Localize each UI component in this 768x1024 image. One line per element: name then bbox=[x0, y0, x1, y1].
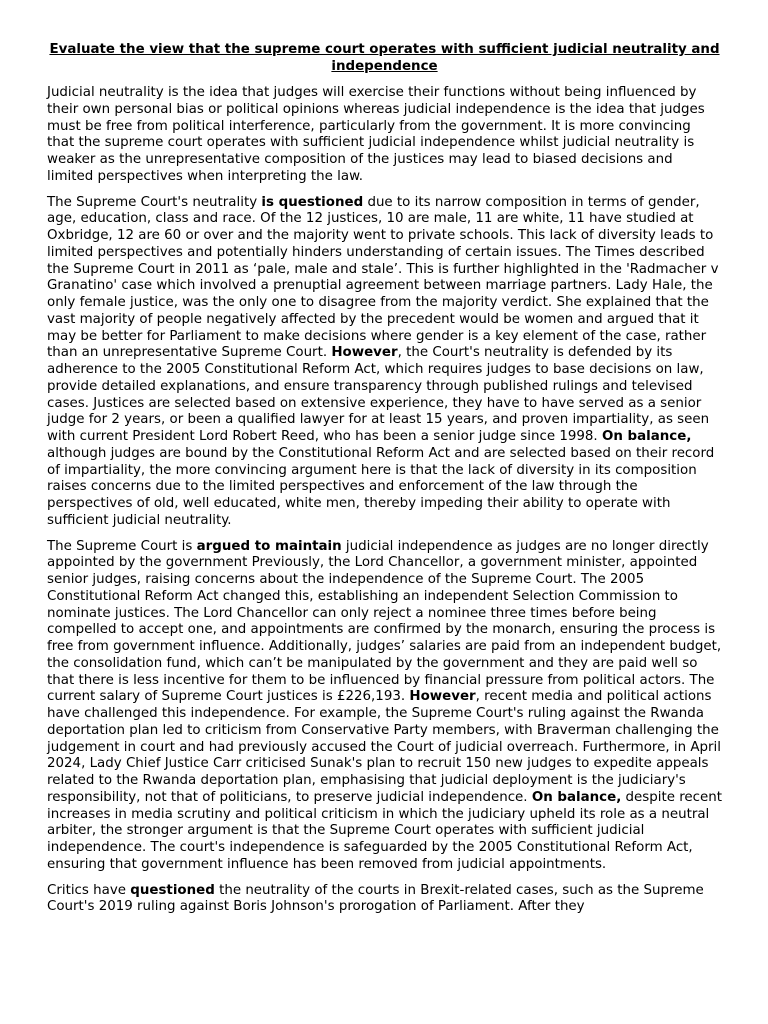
text-run: , recent media and political actions have challenged this independence. For example, the Supreme Court's ruling against the Rwanda deportation plan led to criticism from Conservative Party members, with Braverman challenging the judgement in court and had previously accused the Court of judicial overreach. Furthermore, in April 2024, Lady Chief Justice Carr criticised Sunak's plan to recruit 150 new judges to expedite appeals related to the Rwanda deportation plan, emphasising that judicial deployment is the judiciary's responsibility, not that of politicians, to preserve judicial independence. bbox=[47, 689, 721, 805]
essay-body bbox=[47, 85, 722, 916]
text-run: Critics have bbox=[47, 882, 131, 898]
text-run: , the Court's neutrality is defended by its adherence to the 2005 Constitutional Reform Act, which requires judges to base decisions on law, provide detailed explanations, and ensure transparency through published rulings and televised cases. Justices are selected based on extensive experience, they have to have served as a senior judge for 2 years, or been a qualified lawyer for at least 15 years, and proven impartiality, as seen with current President Lord Robert Reed, who has been a senior judge since 1998. bbox=[47, 345, 710, 445]
bold-phrase: On balance, bbox=[531, 789, 622, 805]
paragraph-3 bbox=[47, 539, 722, 874]
paragraph-1 bbox=[47, 85, 722, 186]
paragraph-4 bbox=[47, 883, 722, 917]
document-page bbox=[47, 42, 722, 925]
text-run: although judges are bound by the Constitutional Reform Act and are selected based on their record of impartiality, the more convincing argument here is that the lack of diversity in its composition raises concerns due to the limited perspectives and enforcement of the law through the perspectives of old, well educated, white men, thereby impeding their ability to operate with sufficient judicial neutrality. bbox=[47, 445, 715, 528]
bold-phrase: questioned bbox=[130, 882, 215, 898]
essay-title: Evaluate the view that the supreme court operates with sufficient judicial neutrality and independence bbox=[49, 42, 720, 74]
bold-phrase: However bbox=[331, 345, 398, 361]
text-run: judicial independence as judges are no longer directly appointed by the government Previously, the Lord Chancellor, a government minister, appointed senior judges, raising concerns about the independence of the Supreme Court. The 2005 Constitutional Reform Act changed this, establishing an independent Selection Commission to nominate justices. The Lord Chancellor can only reject a nominee three times before being compelled to accept one, and appointments are confirmed by the monarch, ensuring the process is free from government influence. Additionally, judges’ salaries are paid from an independent budget, the consolidation fund, which can’t be manipulated by the government and they are paid well so that there is less incentive for them to be influenced by financial pressure from political actors. The current salary of Supreme Court justices is £226,193. bbox=[47, 538, 722, 705]
text-run: The Supreme Court is bbox=[47, 538, 197, 554]
bold-phrase: is questioned bbox=[261, 194, 364, 210]
text-run: the neutrality of the courts in Brexit-related cases, such as the Supreme Court's 2019 ruling against Boris Johnson's prorogation of Parliament. After they bbox=[47, 882, 704, 915]
bold-phrase: argued to maintain bbox=[196, 538, 342, 554]
text-run: Judicial neutrality is the idea that judges will exercise their functions without being influenced by their own personal bias or political opinions whereas judicial independence is the idea that judges must be free from political interference, particularly from the government. It is more convincing that the supreme court operates with sufficient judicial independence whilst judicial neutrality is weaker as the unrepresentative composition of the justices may lead to biased decisions and limited perspectives when interpreting the law. bbox=[47, 85, 705, 184]
bold-phrase: On balance, bbox=[601, 429, 692, 445]
bold-phrase: However bbox=[409, 689, 476, 705]
text-run: The Supreme Court's neutrality bbox=[47, 194, 262, 210]
text-run: due to its narrow composition in terms of gender, age, education, class and race. Of the 12 justices, 10 are male, 11 are white, 11 have studied at Oxbridge, 12 are 60 or over and the majority went to private schools. This lack of diversity leads to limited perspectives and potentially hinders understanding of certain issues. The Times described the Supreme Court in 2011 as ‘pale, male and stale’. This is further highlighted in the 'Radmacher v Granatino' case which involved a prenuptial agreement between marriage partners. Lady Hale, the only female justice, was the only one to disagree from the majority verdict. She explained that the vast majority of people negatively affected by the precedent would be women and argued that it may be better for Parliament to make decisions where gender is a key element of the case, rather than an unrepresentative Supreme Court. bbox=[47, 194, 719, 361]
text-run: despite recent increases in media scrutiny and political criticism in which the judiciary upheld its role as a neutral arbiter, the stronger argument is that the Supreme Court operates with sufficient judicial independence. The court's independence is safeguarded by the 2005 Constitutional Reform Act, ensuring that government influence has been removed from judicial appointments. bbox=[47, 789, 723, 872]
paragraph-2 bbox=[47, 195, 722, 530]
